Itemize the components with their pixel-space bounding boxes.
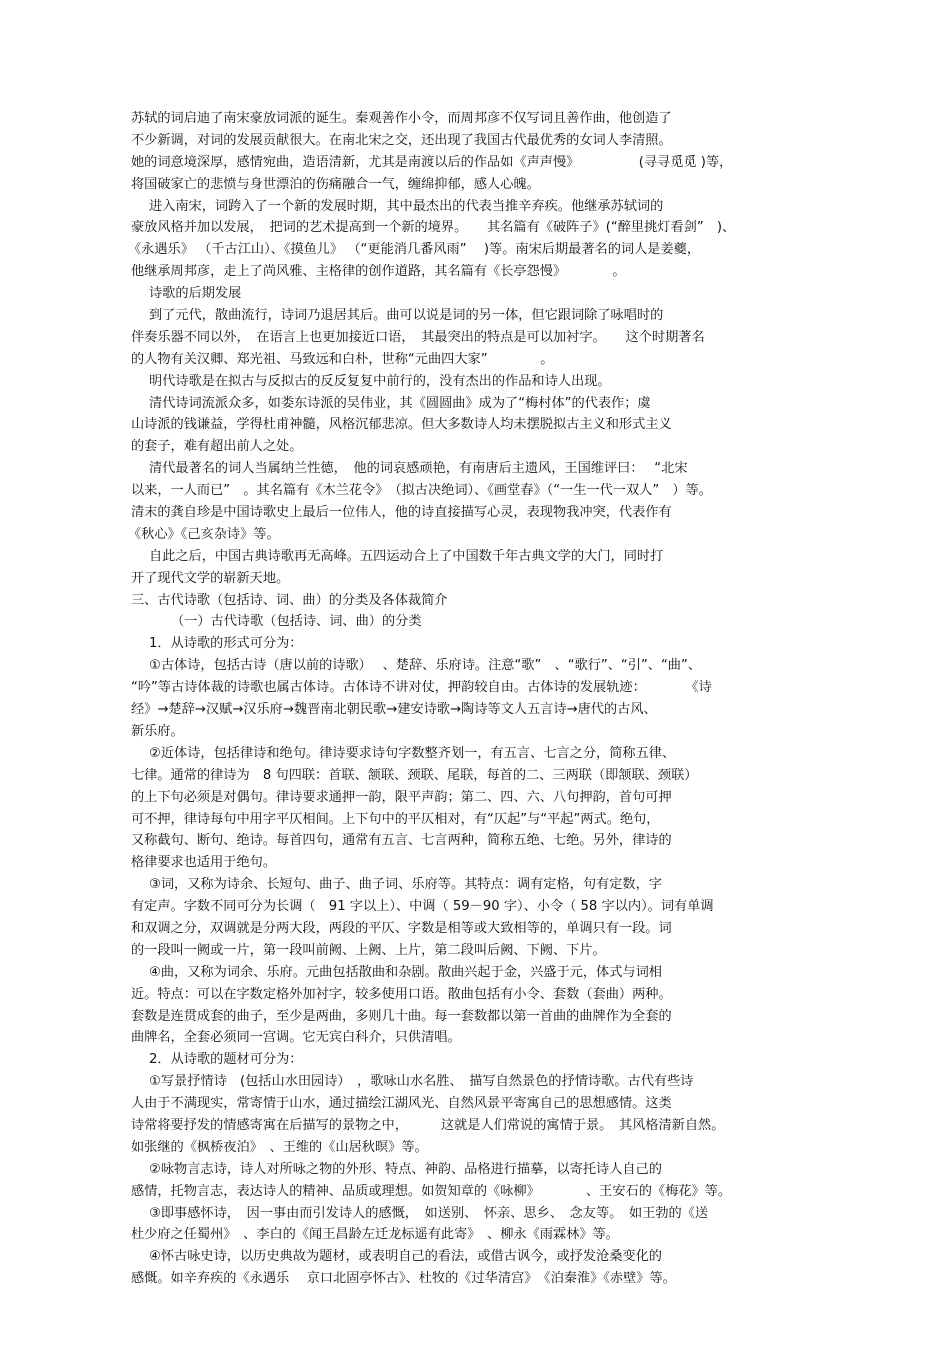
- text-line: 苏轼的词启迪了南宋豪放词派的诞生。秦观善作小令，而周邦彦不仅写词且善作曲，他创造了: [131, 111, 672, 126]
- text-line: 的上下句必须是对偶句。律诗要求通押一韵，限平声韵；第二、四、六、八句押韵，首句可押: [131, 789, 672, 805]
- section-heading: 诗歌的后期发展: [149, 286, 242, 302]
- text-line: 又称截句、断句、绝诗。每首四句，通常有五言、七言两种，简称五绝、七绝。另外，律诗的: [131, 833, 672, 849]
- text-line: 新乐府。: [131, 723, 184, 739]
- text-line: 曲牌名，全套必须同一宫调。它无宾白科介，只供清唱。: [131, 1030, 461, 1046]
- text-line: 人由于不满现实，常寄情于山水，通过描绘江湖风光、自然风景平寄寓自己的思想感情。这类: [131, 1096, 672, 1112]
- text-line: 《秋心》《己亥杂诗》等。: [128, 526, 280, 542]
- paragraph-start-line: 自此之后，中国古典诗歌再无高峰。五四运动合上了中国数千年古典文学的大门，同时打: [149, 548, 664, 564]
- text-line: 伴奏乐器不同以外， 在语言上也更加接近口语， 其最突出的特点是可以加衬字。 这个时期著名: [131, 329, 705, 345]
- text-line: 格律要求也适用于绝句。: [131, 855, 277, 871]
- paragraph-start-line: ①古体诗，包括古诗（唐以前的诗歌） 、楚辞、乐府诗。注意“歌” 、“歌行”、“引”、“曲”、: [149, 658, 702, 674]
- text-line: 诗常将要抒发的情感寄寓在后描写的景物之中， 这就是人们常说的寓情于景。 其风格清新自然。: [131, 1117, 725, 1133]
- text-line: 近。特点：可以在字数定格外加衬字，较多使用口语。散曲包括有小令、套数（套曲）两种。: [131, 986, 672, 1002]
- text-line: 的套子，难有超出前人之处。: [131, 439, 303, 455]
- paragraph-start-line: ②咏物言志诗，诗人对所咏之物的外形、特点、神韵、品格进行描摹，以寄托诗人自己的: [149, 1161, 662, 1177]
- text-line: 杜少府之任蜀州》 、李白的《闻王昌龄左迁龙标遥有此寄》 、柳永《雨霖林》等。: [131, 1227, 619, 1243]
- text-line: 豪放风格并加以发展， 把词的艺术提高到一个新的境界。 其名篇有《破阵子》(“醉里挑灯看剑” )、: [131, 220, 736, 236]
- paragraph-start-line: ②近体诗，包括律诗和绝句。律诗要求诗句字数整齐划一，有五言、七言之分，简称五律、: [149, 745, 676, 761]
- paragraph-start-line: ④曲，又称为词余、乐府。元曲包括散曲和杂剧。散曲兴起于金，兴盛于元，体式与词相: [149, 964, 662, 980]
- paragraph-start-line: ④怀古咏史诗，以历史典故为题材，或表明自己的看法，或借古讽今，或抒发沧桑变化的: [149, 1249, 662, 1265]
- paragraph-start-line: 到了元代，散曲流行，诗词乃退居其后。曲可以说是词的另一体，但它跟词除了咏唱时的: [149, 308, 664, 324]
- text-line: 感情，托物言志，表达诗人的精神、品质或理想。如贺知章的《咏柳》 、王安石的《梅花》等。: [131, 1183, 732, 1199]
- text-line: 她的词意境深厚，感情宛曲，造语清新，尤其是南渡以后的作品如《声声慢》 (寻寻觅觅 )等，: [131, 154, 733, 170]
- text-line: 感慨。如辛弃疾的《永遇乐 京口北固亭怀古》、杜牧的《过华清宫》 《泊秦淮》《赤壁》等。: [131, 1271, 676, 1287]
- document-body: [128, 108, 827, 1290]
- text-line: “吟”等古诗体裁的诗歌也属古体诗。古体诗不讲对仗，押韵较自由。古体诗的发展轨迹： 《诗: [131, 680, 712, 696]
- list-heading: 2．从诗歌的题材可分为：: [149, 1052, 303, 1068]
- text-line: 可不押，律诗每句中用字平仄相间。上下句中的平仄相对，有“仄起”与“平起”两式。绝句，: [131, 811, 660, 827]
- text-line: 《永遇乐》 （千古江山）、《摸鱼儿》 （“更能消几番风雨” )等。南宋后期最著名的词人是姜夔，: [128, 242, 701, 258]
- paragraph-start-line: ①写景抒情诗 (包括山水田园诗） ，歌咏山水名胜、 描写自然景色的抒情诗歌。古代有些诗: [149, 1074, 694, 1090]
- paragraph-start-line: 明代诗歌是在拟古与反拟古的反反复复中前行的，没有杰出的作品和诗人出现。: [149, 373, 611, 389]
- text-line: 山诗派的钱谦益，学得杜甫神髓，风格沉郁悲凉。但大多数诗人均未摆脱拟古主义和形式主义: [131, 417, 672, 433]
- text-line: 以来，一人而已” 。其名篇有《木兰花令》 （拟古决绝词）、《画堂春》（“一生一代一双人” ）等。: [131, 483, 712, 499]
- text-line: 和双调之分，双调就是分两大段，两段的平仄、字数是相等或大致相等的，单调只有一段。词: [131, 920, 672, 936]
- text-line: 经》→楚辞→汉赋→汉乐府→魏晋南北朝民歌→建安诗歌→陶诗等文人五言诗→唐代的古风、: [131, 702, 657, 718]
- text-line: 如张继的《枫桥夜泊》 、王维的《山居秋暝》等。: [131, 1139, 428, 1155]
- subsection-heading: （一）古代诗歌（包括诗、词、曲）的分类: [171, 614, 422, 630]
- text-line: 他继承周邦彦，走上了尚风雅、主格律的创作道路，其名篇有《长亭怨慢》 。: [131, 264, 626, 280]
- paragraph-start-line: ③即事感怀诗， 因一事由而引发诗人的感慨， 如送别、 怀亲、思乡、 念友等。 如王勃的《送: [149, 1205, 709, 1221]
- paragraph-start-line: ③词，又称为诗余、长短句、曲子、曲子词、乐府等。其特点：调有定格，句有定数，字: [149, 877, 662, 893]
- text-line: 套数是连贯成套的曲子，至少是两曲，多则几十曲。每一套数都以第一首曲的曲牌作为全套的: [131, 1008, 672, 1024]
- paragraph-start-line: 进入南宋，词跨入了一个新的发展时期，其中最杰出的代表当推辛弃疾。他继承苏轼词的: [149, 198, 664, 214]
- text-line: 七律。通常的律诗为 8 句四联：首联、颔联、颈联、尾联，每首的二、三两联（即颔联、颈联）: [131, 767, 698, 783]
- text-line: 清末的龚自珍是中国诗歌史上最后一位伟人，他的诗直接描写心灵，表现物我冲突，代表作有: [131, 505, 672, 521]
- section-heading: 三、古代诗歌（包括诗、词、曲）的分类及各体裁简介: [131, 592, 448, 608]
- text-line: 不少新调，对词的发展贡献很大。在南北宋之交，还出现了我国古代最优秀的女词人李清照。: [131, 132, 672, 148]
- text-line: 将国破家亡的悲愤与身世漂泊的伤痛融合一气，缠绵抑郁，感人心魄。: [131, 176, 540, 192]
- paragraph-start-line: 清代诗词流派众多，如娄东诗派的吴伟业，其《圆圆曲》成为了“梅村体”的代表作；虞: [149, 395, 651, 411]
- list-heading: 1．从诗歌的形式可分为：: [149, 636, 303, 652]
- paragraph-start-line: 清代最著名的词人当属纳兰性德， 他的词哀感顽艳，有南唐后主遗风，王国维评曰： “北宋: [149, 461, 688, 477]
- text-line: 的一段叫一阙或一片，第一段叫前阙、上阙、上片，第二段叫后阙、下阙、下片。: [131, 942, 606, 958]
- text-line: 开了现代文学的崭新天地。: [131, 570, 290, 586]
- text-line: 的人物有关汉卿、郑光祖、马致远和白朴，世称“元曲四大家” 。: [131, 351, 554, 367]
- text-line: 有定声。字数不同可分为长调（ 91 字以上）、中调（ 59－90 字）、小令（ 58 字以内）。词有单调: [131, 899, 714, 915]
